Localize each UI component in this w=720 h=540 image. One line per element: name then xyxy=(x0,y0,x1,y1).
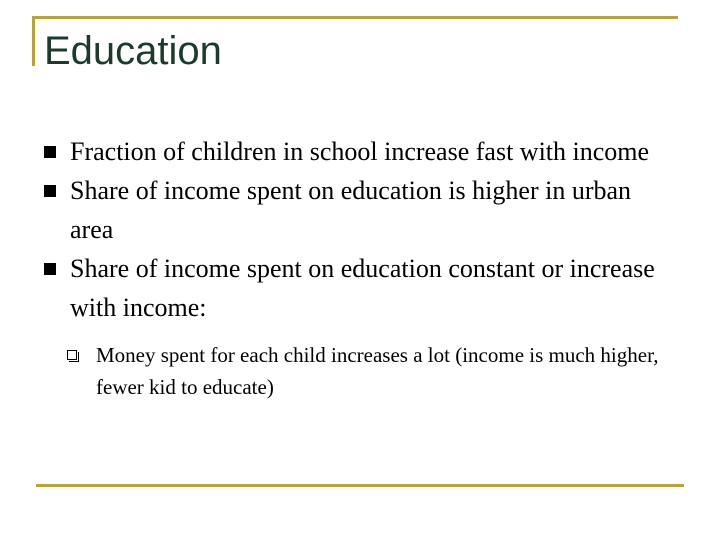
sub-bullet-item xyxy=(70,339,662,403)
title-top-rule xyxy=(32,16,678,19)
bullet-item xyxy=(42,171,662,249)
hollow-square-bullet-icon xyxy=(67,350,77,360)
square-bullet-icon xyxy=(44,146,56,158)
square-bullet-icon xyxy=(44,263,56,275)
slide-title: Education xyxy=(44,29,222,73)
bullet-item xyxy=(42,132,662,171)
square-bullet-icon xyxy=(44,185,56,197)
bullet-item xyxy=(42,249,662,403)
bullet-list xyxy=(42,132,662,403)
sub-bullet-text: Money spent for each child increases a lot (income is much higher, fewer kid to educate) xyxy=(96,343,659,399)
title-left-rule xyxy=(32,16,35,66)
bullet-text: Share of income spent on education constant or increase with income: xyxy=(70,254,655,322)
bullet-text: Fraction of children in school increase fast with income xyxy=(70,137,650,166)
bullet-text: Share of income spent on education is higher in urban area xyxy=(70,176,632,244)
sub-bullet-list xyxy=(70,339,662,403)
footer-rule xyxy=(36,484,684,487)
